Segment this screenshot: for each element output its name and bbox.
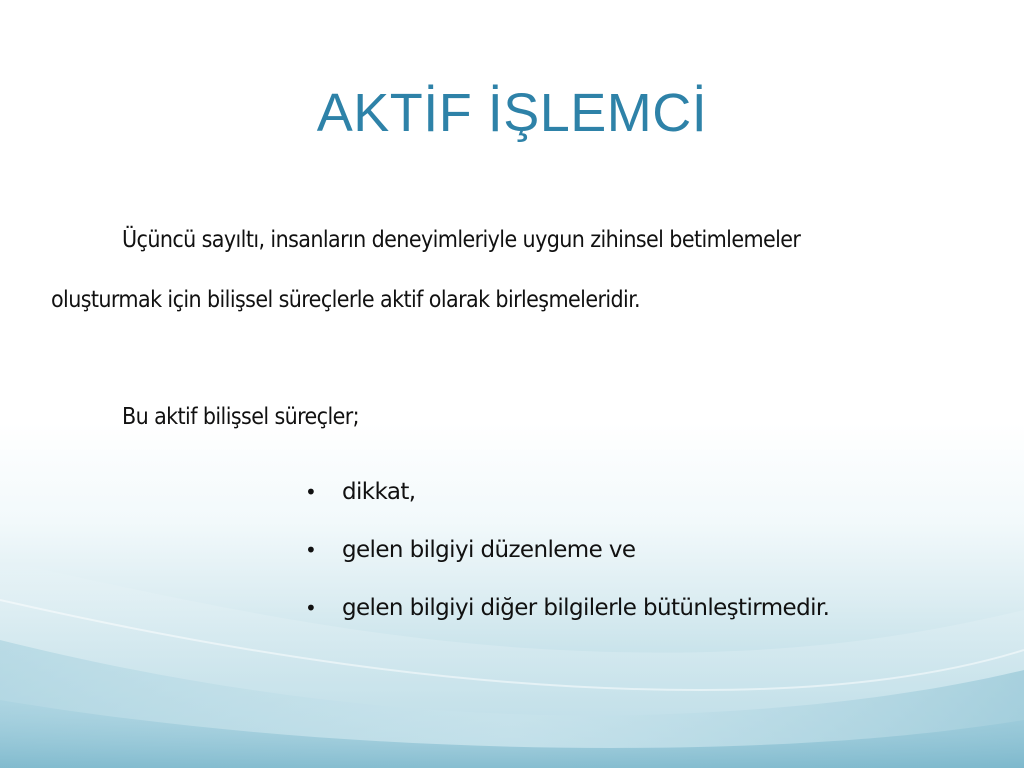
bullet-icon: • — [305, 538, 317, 562]
list-item — [305, 463, 829, 521]
list-item — [305, 521, 829, 579]
intro-text: Bu aktif bilişsel süreçler; — [122, 404, 360, 430]
bullet-list — [305, 463, 829, 637]
bullet-text: gelen bilgiyi diğer bilgilerle bütünleştirmedir. — [342, 595, 830, 621]
bullet-icon: • — [305, 480, 317, 504]
slide-title: AKTİF İŞLEMCİ — [316, 83, 708, 143]
paragraph-line-1: Üçüncü sayıltı, insanların deneyimleriyle uygun zihinsel betimlemeler — [122, 227, 801, 253]
bullet-text: dikkat, — [342, 479, 416, 505]
paragraph-line-2: oluşturmak için bilişsel süreçlerle aktif olarak birleşmeleridir. — [51, 287, 640, 313]
bullet-text: gelen bilgiyi düzenleme ve — [342, 537, 636, 563]
bullet-icon: • — [305, 596, 317, 620]
list-item — [305, 579, 829, 637]
